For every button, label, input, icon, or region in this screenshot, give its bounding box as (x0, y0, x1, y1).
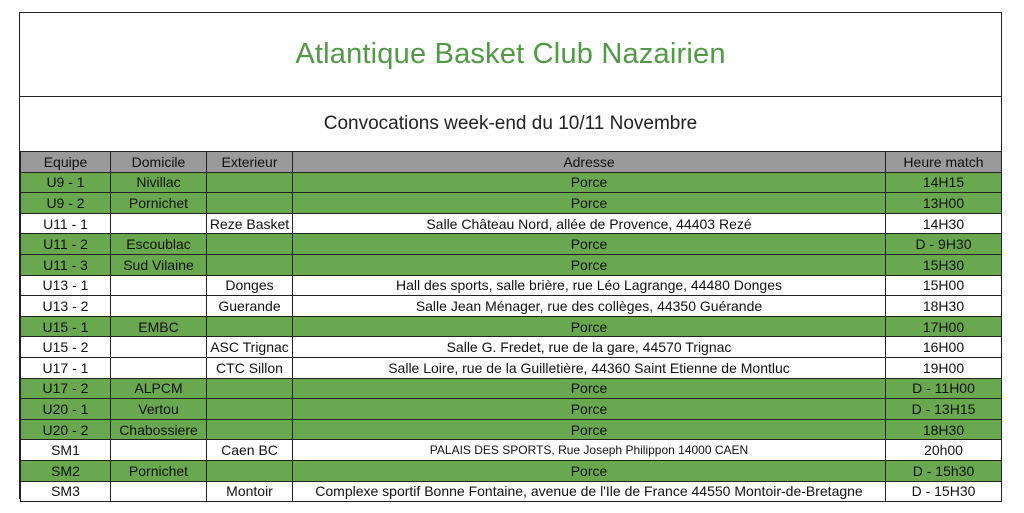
cell-adresse: Salle Château Nord, allée de Provence, 44403 Rezé (293, 213, 886, 234)
table-row (21, 193, 1002, 214)
document-frame (19, 12, 1002, 499)
cell-exterieur: ASC Trignac (207, 337, 293, 358)
table-row (21, 481, 1002, 502)
cell-adresse: Salle G. Fredet, rue de la gare, 44570 Trignac (293, 337, 886, 358)
cell-domicile: EMBC (111, 316, 207, 337)
cell-domicile: Chabossiere (111, 419, 207, 440)
cell-equipe: U17 - 1 (21, 357, 111, 378)
cell-heure: D - 15H30 (886, 481, 1002, 502)
cell-exterieur: Montoir (207, 481, 293, 502)
header-heure-match: Heure match (886, 152, 1002, 173)
table-row (21, 419, 1002, 440)
cell-exterieur (207, 316, 293, 337)
cell-domicile: Pornichet (111, 193, 207, 214)
schedule-table (20, 151, 1002, 502)
cell-domicile (111, 275, 207, 296)
cell-exterieur (207, 172, 293, 193)
cell-domicile (111, 357, 207, 378)
cell-exterieur (207, 193, 293, 214)
cell-heure: D - 15h30 (886, 460, 1002, 481)
header-equipe: Equipe (21, 152, 111, 173)
cell-equipe: U15 - 2 (21, 337, 111, 358)
cell-exterieur (207, 234, 293, 255)
cell-heure: 18H30 (886, 419, 1002, 440)
cell-adresse: Complexe sportif Bonne Fontaine, avenue de l'Ile de France 44550 Montoir-de-Bretagne (293, 481, 886, 502)
table-row (21, 296, 1002, 317)
cell-adresse: Porce (293, 378, 886, 399)
subtitle-box (20, 97, 1001, 151)
cell-equipe: U20 - 2 (21, 419, 111, 440)
cell-adresse: Porce (293, 254, 886, 275)
cell-domicile (111, 213, 207, 234)
cell-domicile (111, 440, 207, 461)
cell-domicile: Vertou (111, 399, 207, 420)
table-body (21, 172, 1002, 502)
cell-adresse: Porce (293, 316, 886, 337)
cell-heure: 14H30 (886, 213, 1002, 234)
cell-equipe: SM1 (21, 440, 111, 461)
table-row (21, 254, 1002, 275)
cell-adresse: Hall des sports, salle brière, rue Léo Lagrange, 44480 Donges (293, 275, 886, 296)
cell-heure: 14H15 (886, 172, 1002, 193)
cell-heure: D - 11H00 (886, 378, 1002, 399)
cell-adresse: Porce (293, 419, 886, 440)
cell-exterieur: Reze Basket (207, 213, 293, 234)
cell-domicile (111, 481, 207, 502)
table-row (21, 378, 1002, 399)
cell-equipe: U9 - 2 (21, 193, 111, 214)
cell-exterieur (207, 254, 293, 275)
cell-exterieur (207, 399, 293, 420)
cell-adresse: PALAIS DES SPORTS, Rue Joseph Philippon 14000 CAEN (293, 440, 886, 461)
page-subtitle: Convocations week-end du 10/11 Novembre (323, 113, 698, 134)
cell-equipe: U9 - 1 (21, 172, 111, 193)
cell-heure: D - 13H15 (886, 399, 1002, 420)
cell-heure: 13H00 (886, 193, 1002, 214)
cell-adresse: Porce (293, 193, 886, 214)
table-row (21, 440, 1002, 461)
table-header-row (21, 152, 1002, 173)
cell-adresse: Porce (293, 234, 886, 255)
cell-exterieur: Guerande (207, 296, 293, 317)
cell-heure: 20h00 (886, 440, 1002, 461)
cell-domicile: Nivillac (111, 172, 207, 193)
cell-equipe: U13 - 2 (21, 296, 111, 317)
cell-exterieur: CTC Sillon (207, 357, 293, 378)
cell-equipe: U17 - 2 (21, 378, 111, 399)
table-row (21, 213, 1002, 234)
table-row (21, 234, 1002, 255)
cell-domicile (111, 337, 207, 358)
cell-adresse: Porce (293, 460, 886, 481)
cell-heure: 17H00 (886, 316, 1002, 337)
page-title: Atlantique Basket Club Nazairien (295, 38, 726, 70)
cell-equipe: U13 - 1 (21, 275, 111, 296)
header-exterieur: Exterieur (207, 152, 293, 173)
cell-heure: D - 9H30 (886, 234, 1002, 255)
cell-equipe: U15 - 1 (21, 316, 111, 337)
cell-exterieur (207, 378, 293, 399)
cell-domicile: Sud Vilaine (111, 254, 207, 275)
cell-heure: 18H30 (886, 296, 1002, 317)
cell-heure: 19H00 (886, 357, 1002, 378)
table-row (21, 275, 1002, 296)
cell-adresse: Salle Jean Ménager, rue des collèges, 44350 Guérande (293, 296, 886, 317)
table-row (21, 316, 1002, 337)
cell-equipe: U20 - 1 (21, 399, 111, 420)
cell-heure: 15H00 (886, 275, 1002, 296)
cell-heure: 15H30 (886, 254, 1002, 275)
cell-exterieur: Caen BC (207, 440, 293, 461)
header-adresse: Adresse (293, 152, 886, 173)
cell-exterieur (207, 419, 293, 440)
cell-equipe: U11 - 2 (21, 234, 111, 255)
cell-exterieur (207, 460, 293, 481)
cell-exterieur: Donges (207, 275, 293, 296)
table-row (21, 399, 1002, 420)
header-domicile: Domicile (111, 152, 207, 173)
table-row (21, 460, 1002, 481)
title-box (20, 13, 1001, 97)
cell-equipe: U11 - 1 (21, 213, 111, 234)
cell-domicile: Escoublac (111, 234, 207, 255)
cell-adresse: Salle Loire, rue de la Guilletière, 44360 Saint Etienne de Montluc (293, 357, 886, 378)
table-row (21, 337, 1002, 358)
cell-equipe: SM2 (21, 460, 111, 481)
cell-domicile: ALPCM (111, 378, 207, 399)
table-row (21, 357, 1002, 378)
cell-domicile: Pornichet (111, 460, 207, 481)
cell-equipe: U11 - 3 (21, 254, 111, 275)
cell-adresse: Porce (293, 172, 886, 193)
cell-equipe: SM3 (21, 481, 111, 502)
cell-adresse: Porce (293, 399, 886, 420)
cell-domicile (111, 296, 207, 317)
cell-heure: 16H00 (886, 337, 1002, 358)
table-row (21, 172, 1002, 193)
